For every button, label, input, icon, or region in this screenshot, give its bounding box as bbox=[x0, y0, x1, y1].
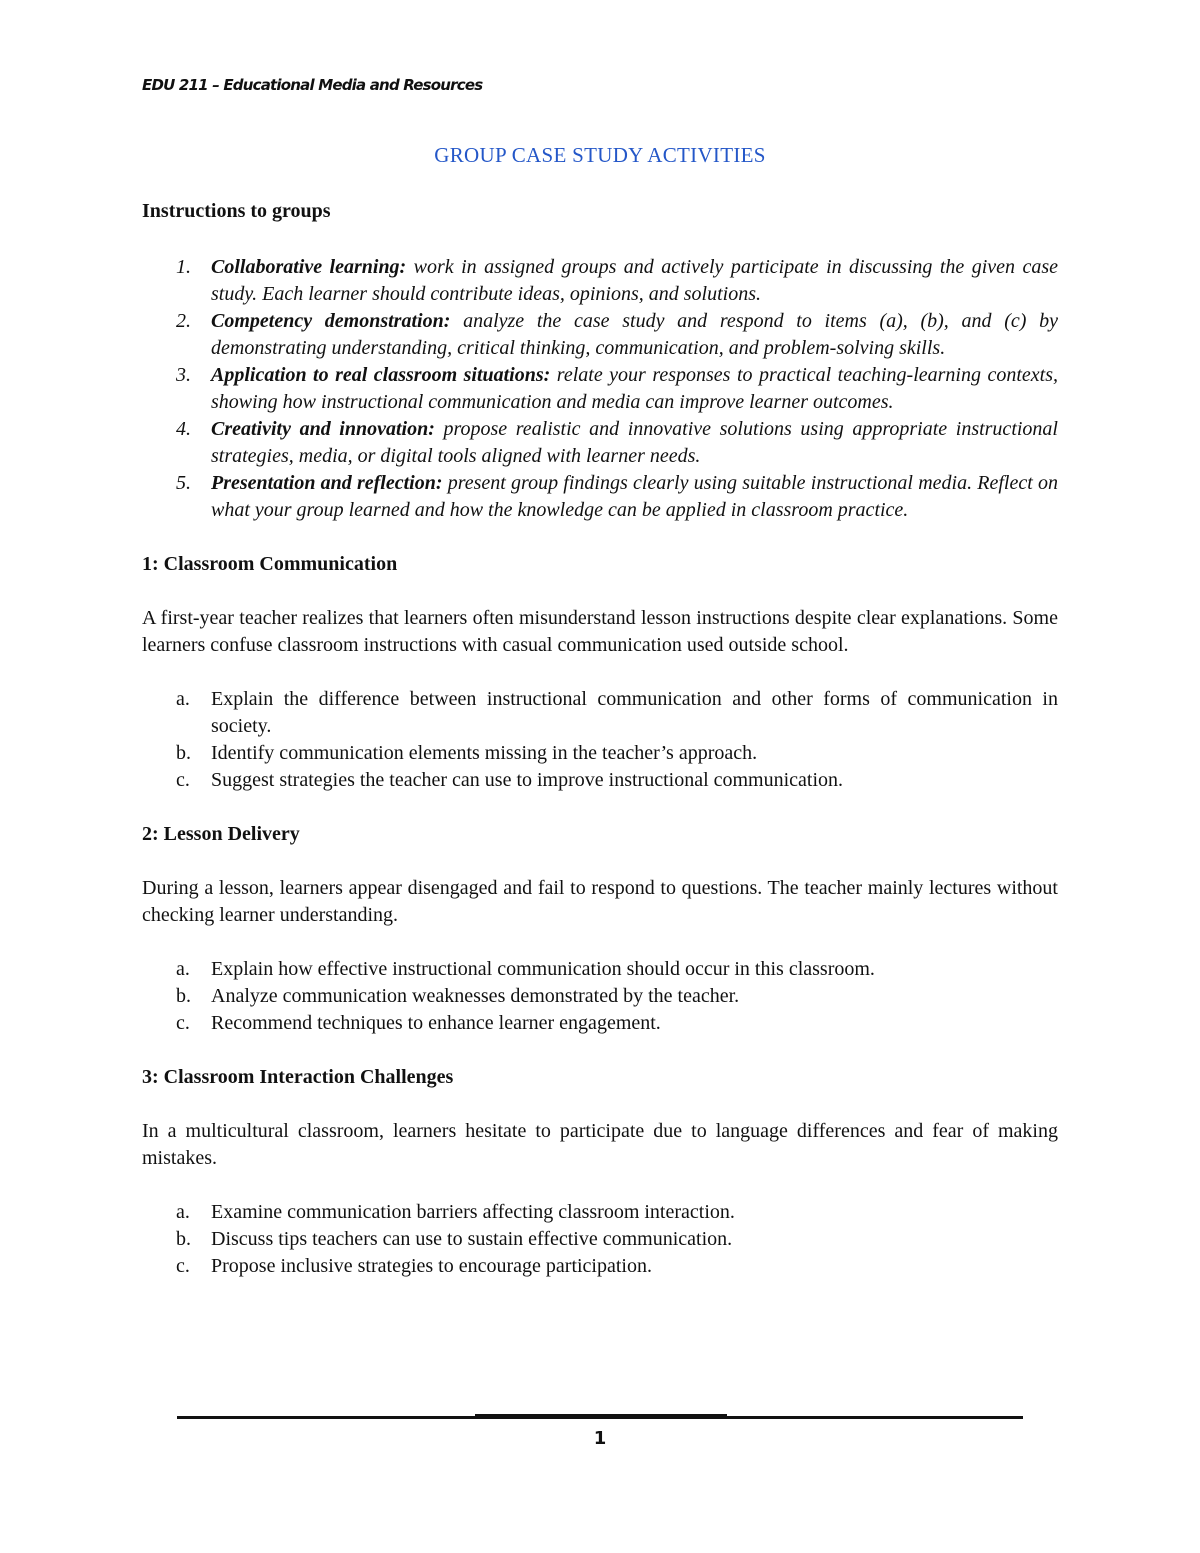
task-item bbox=[142, 767, 1058, 794]
instruction-label: Competency demonstration: bbox=[211, 310, 451, 332]
task-text: Identify communication elements missing in the teacher’s approach. bbox=[211, 742, 758, 764]
task-letter: c. bbox=[176, 769, 190, 791]
case-tasks bbox=[142, 956, 1058, 1037]
task-letter: b. bbox=[176, 1228, 191, 1250]
instruction-text: work in assigned groups and actively participate in discussing the given case study. Each learner should contribute ideas, opinions, and solutions. bbox=[211, 256, 1058, 305]
case-tasks bbox=[142, 686, 1058, 794]
page-number: 1 bbox=[593, 1428, 607, 1449]
task-text: Propose inclusive strategies to encourage participation. bbox=[211, 1255, 652, 1277]
instruction-number: 2. bbox=[176, 310, 191, 332]
task-text: Analyze communication weaknesses demonstrated by the teacher. bbox=[211, 985, 740, 1007]
task-text: Discuss tips teachers can use to sustain effective communication. bbox=[211, 1228, 733, 1250]
running-header: EDU 211 – Educational Media and Resources bbox=[142, 76, 483, 94]
case-title: 3: Classroom Interaction Challenges bbox=[142, 1066, 454, 1088]
instruction-item bbox=[142, 416, 1058, 470]
case-title: 1: Classroom Communication bbox=[142, 553, 398, 575]
footer-rule-accent bbox=[475, 1414, 727, 1418]
instruction-text: present group findings clearly using suitable instructional media. Reflect on what your group learned and how the knowledge can be applied in classroom practice. bbox=[211, 472, 1058, 521]
case-scenario: A first-year teacher realizes that learners often misunderstand lesson instructions despite clear explanations. Some learners confuse classroom instructions with casual communication used outside school. bbox=[142, 607, 1058, 656]
task-text: Explain the difference between instructional communication and other forms of communication in society. bbox=[211, 688, 1058, 737]
task-letter: c. bbox=[176, 1012, 190, 1034]
instruction-label: Presentation and reflection: bbox=[211, 472, 443, 494]
task-letter: a. bbox=[176, 688, 190, 710]
instructions-list bbox=[142, 254, 1058, 524]
instruction-item bbox=[142, 254, 1058, 308]
task-letter: a. bbox=[176, 1201, 190, 1223]
task-letter: c. bbox=[176, 1255, 190, 1277]
task-item bbox=[142, 956, 1058, 983]
task-item bbox=[142, 983, 1058, 1010]
case-title: 2: Lesson Delivery bbox=[142, 823, 300, 845]
task-item bbox=[142, 1253, 1058, 1280]
case-scenario: During a lesson, learners appear disengaged and fail to respond to questions. The teacher mainly lectures without checking learner understanding. bbox=[142, 877, 1058, 926]
instruction-label: Collaborative learning: bbox=[211, 256, 407, 278]
task-text: Suggest strategies the teacher can use to improve instructional communication. bbox=[211, 769, 844, 791]
instruction-text: propose realistic and innovative solutions using appropriate instructional strategies, media, or digital tools aligned with learner needs. bbox=[211, 418, 1058, 467]
task-letter: b. bbox=[176, 742, 191, 764]
instruction-item bbox=[142, 470, 1058, 524]
instruction-text: relate your responses to practical teaching-learning contexts, showing how instructional communication and media can improve learner outcomes. bbox=[211, 364, 1058, 413]
instruction-item bbox=[142, 308, 1058, 362]
task-item bbox=[142, 686, 1058, 740]
task-text: Explain how effective instructional communication should occur in this classroom. bbox=[211, 958, 875, 980]
task-item bbox=[142, 740, 1058, 767]
task-item bbox=[142, 1226, 1058, 1253]
instruction-text: analyze the case study and respond to items (a), (b), and (c) by demonstrating understanding, critical thinking, communication, and problem-solving skills. bbox=[211, 310, 1058, 359]
case-scenario: In a multicultural classroom, learners hesitate to participate due to language differences and fear of making mistakes. bbox=[142, 1120, 1058, 1169]
instruction-number: 4. bbox=[176, 418, 191, 440]
task-letter: a. bbox=[176, 958, 190, 980]
instruction-label: Application to real classroom situations: bbox=[211, 364, 551, 386]
page-title: GROUP CASE STUDY ACTIVITIES bbox=[434, 143, 766, 167]
document-body bbox=[142, 198, 1058, 1280]
task-text: Examine communication barriers affecting classroom interaction. bbox=[211, 1201, 735, 1223]
instruction-label: Creativity and innovation: bbox=[211, 418, 435, 440]
instructions-heading: Instructions to groups bbox=[142, 200, 331, 222]
instruction-item bbox=[142, 362, 1058, 416]
instruction-number: 3. bbox=[176, 364, 191, 386]
task-item bbox=[142, 1010, 1058, 1037]
task-letter: b. bbox=[176, 985, 191, 1007]
task-text: Recommend techniques to enhance learner engagement. bbox=[211, 1012, 661, 1034]
instruction-number: 5. bbox=[176, 472, 191, 494]
case-tasks bbox=[142, 1199, 1058, 1280]
task-item bbox=[142, 1199, 1058, 1226]
instruction-number: 1. bbox=[176, 256, 191, 278]
